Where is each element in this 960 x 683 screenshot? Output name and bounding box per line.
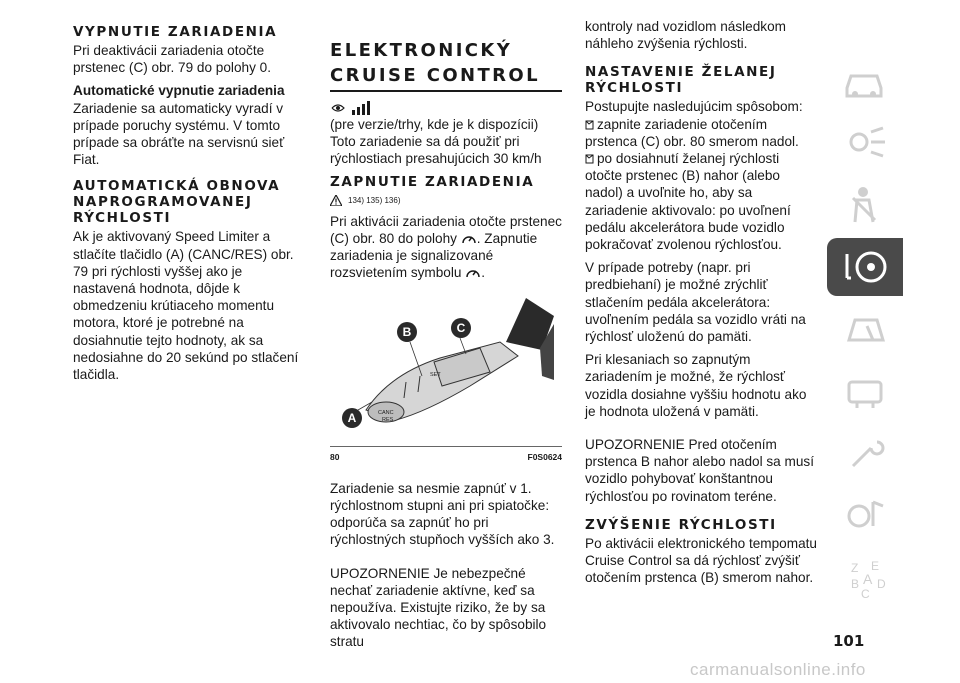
subsection-heading: Automatické vypnutie zariadenia (73, 83, 285, 99)
paragraph: Postupujte nasledujúcim spôsobom: (585, 99, 803, 115)
svg-text:D: D (877, 577, 886, 591)
svg-text:Z: Z (851, 561, 859, 575)
bullet-icon (585, 154, 594, 164)
tab-multimedia[interactable] (827, 486, 903, 544)
text-part: Pri aktivácii zariadenia otočte prstenec (C) obr. 80 do polohy (330, 213, 562, 247)
multimedia-icon (837, 492, 893, 538)
left-column (73, 18, 307, 389)
list-item-text: zapnite zariadenie otočením prstenca (C) obr. 80 smerom nadol. (585, 116, 799, 149)
tab-maintenance[interactable] (827, 424, 903, 482)
list-item (585, 150, 817, 253)
tab-starting-driving[interactable] (827, 238, 903, 296)
section-heading: ZAPNUTIE ZARIADENIA (330, 173, 535, 190)
variant-signal-icon (330, 100, 374, 116)
tab-emergency[interactable] (827, 362, 903, 420)
svg-text:E: E (871, 559, 880, 573)
page-number: 101 (833, 632, 865, 650)
paragraph: kontroly nad vozidlom následkom náhleho zvýšenia rýchlosti. (585, 19, 786, 52)
list-item (585, 116, 817, 150)
paragraph: Toto zariadenie sa dá použiť pri rýchlostiach presahujúcich 30 km/h (330, 134, 542, 167)
warning-triangle-icon (330, 195, 342, 206)
paragraph: V prípade potreby (napr. pri predbiehaní) je možné zrýchliť stlačením pedála akcelerátora: uvoľnením pedála sa vozidlo vráti na rýchlosť uloženú do pamäti. (585, 260, 806, 345)
seatbelt-safety-icon (837, 182, 893, 228)
paragraph: Po aktivácii elektronického tempomatu Cruise Control sa dá rýchlosť zvýšiť otočením prstenca (B) smerom nahor. (585, 535, 817, 586)
warning-references (330, 192, 562, 209)
tab-index[interactable] (827, 548, 903, 606)
svg-text:A: A (863, 571, 873, 587)
warning-ref-numbers: 134) 135) 136) (348, 195, 401, 205)
text-part: . (481, 265, 486, 281)
cruise-speedometer-icon (461, 232, 477, 246)
heading-rule (330, 90, 562, 92)
right-column (585, 18, 817, 592)
tab-safety[interactable] (827, 176, 903, 234)
section-heading: AUTOMATICKÁ OBNOVA NAPROGRAMOVANEJ RÝCHLOSTI (73, 178, 281, 227)
cruise-stalk-illustration (330, 290, 562, 442)
section-heading: VYPNUTIE ZARIADENIA (73, 24, 278, 40)
car-dashboard-icon (837, 58, 893, 104)
figure-80 (330, 290, 562, 442)
paragraph: Pri klesaniach so zapnutým zariadením je možné, že rýchlosť vozidla dosiahne vyššiu hodnotu ako je hodnota uložená v pamäti. (585, 352, 807, 419)
paragraph: UPOZORNENIE Je nebezpečné nechať zariadenie aktívne, keď sa nepoužíva. Existujte riziko, že by sa aktivovalo nechtiac, čo by spôsobilo stratu (330, 565, 547, 650)
figure-caption (330, 446, 562, 466)
tab-car-dashboard[interactable] (827, 52, 903, 110)
wrench-maintenance-icon (837, 430, 893, 476)
lights-icon (837, 120, 893, 166)
section-heading: NASTAVENIE ŽELANEJ RÝCHLOSTI (585, 64, 777, 97)
paragraph: Zariadenie sa nesmie zapnúť v 1. rýchlostnom stupni ani pri spiatočke: odporúča sa zapnúť ho pri rýchlostných stupňoch vyšších ako 3. (330, 480, 555, 548)
variant-note: (pre verzie/trhy, kde je k dispozícii) (330, 117, 539, 132)
figure-number: 80 (330, 451, 340, 462)
tab-lights[interactable] (827, 114, 903, 172)
text-part: . Zapnutie zariadenia je signalizované rozsvietením symbolu (330, 231, 538, 281)
bullet-icon (585, 120, 594, 130)
list-item-text: po dosiahnutí želanej rýchlosti otočte prstenec (B) nahor (alebo nadol) a uvoľnite ho, aby sa zariadenie aktivovalo: po uvoľnení pedálu akcelerátora bude vozidlo pokračovať zvolenou rýchlosťou. (585, 151, 791, 253)
chapter-tabs-sidebar (827, 52, 903, 610)
middle-column (330, 18, 562, 657)
alphabetical-index-icon (837, 554, 893, 600)
paragraph: Zariadenie sa automaticky vyradí v prípade poruchy systému. V tomto prípade sa obráťte na servisnú sieť Fiat. (73, 100, 285, 168)
main-heading-line-2: CRUISE CONTROL (330, 65, 540, 86)
key-steering-wheel-icon (837, 244, 893, 290)
figure-label-b: B (402, 324, 412, 339)
svg-text:C: C (861, 587, 870, 600)
watermark: carmanualsonline.info (690, 660, 866, 679)
stalk-text-set: SET (430, 371, 441, 378)
warning-triangle-icon (837, 306, 893, 352)
figure-label-a: A (347, 410, 357, 425)
paragraph-activation (330, 213, 562, 282)
svg-text:B: B (851, 577, 860, 591)
stalk-text-res: RES (382, 416, 394, 423)
availability-icons (330, 100, 562, 116)
cruise-speedometer-icon (465, 266, 481, 280)
tab-warning-lights[interactable] (827, 300, 903, 358)
main-heading-line-1: ELEKTRONICKÝ (330, 40, 513, 61)
figure-label-c: C (456, 320, 466, 335)
figure-code: F0S0624 (527, 451, 562, 462)
paragraph: Ak je aktivovaný Speed Limiter a stlačíte tlačidlo (A) (CANC/RES) obr. 79 pri rýchlosti vyššej ako je nastavená hodnota, dôjde k obmedzeniu krútiaceho momentu motora, ktoré je potrebné na dosiahnutie tejto hodnoty, ak sa nedosiahne do 20 sekúnd po stlačení tlačidla. (73, 229, 299, 383)
section-heading: ZVÝŠENIE RÝCHLOSTI (585, 516, 777, 533)
stalk-text-canc: CANC (378, 409, 394, 416)
car-service-icon (837, 368, 893, 414)
paragraph: Pri deaktivácii zariadenia otočte prstenec (C) obr. 79 do polohy 0. (73, 43, 271, 76)
paragraph: UPOZORNENIE Pred otočením prstenca B nahor alebo nadol sa musí vozidlo pohybovať konštantnou rýchlosťou po rovinatom teréne. (585, 437, 814, 504)
